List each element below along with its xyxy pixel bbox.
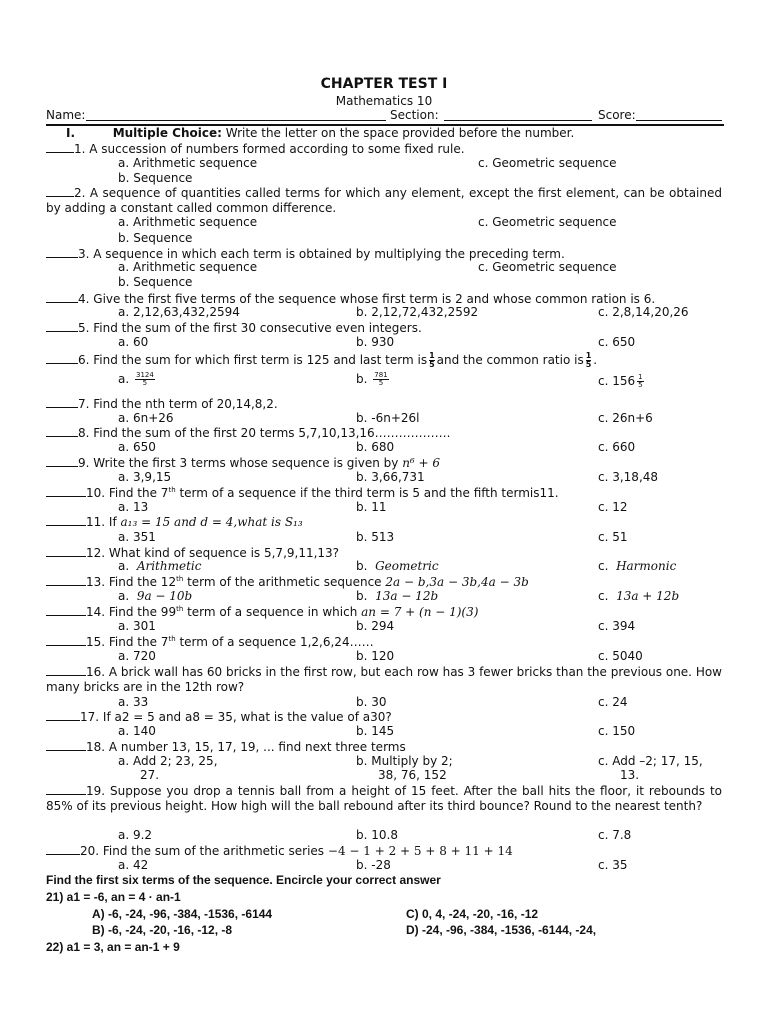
option-text: Arithmetic — [136, 559, 202, 573]
option-c: c. Geometric sequence — [478, 215, 617, 229]
option-label: c. 156 — [598, 374, 636, 388]
question-text: 18. A number 13, 15, 17, 19, ... find next three terms — [86, 740, 406, 754]
question-21: 21) a1 = -6, an = 4 · an-1 — [46, 890, 181, 904]
option-label: b. — [356, 559, 368, 573]
option-b: b. 120 — [356, 649, 395, 663]
question-15 — [46, 634, 374, 649]
answer-blank[interactable] — [46, 485, 86, 497]
superscript: th — [176, 575, 184, 583]
page-subtitle: Mathematics 10 — [335, 94, 433, 108]
option-c: c. 35 — [598, 858, 628, 872]
answer-blank[interactable] — [46, 425, 78, 437]
fraction — [637, 374, 643, 389]
answer-blank[interactable] — [46, 185, 74, 197]
option-label: b. — [356, 372, 368, 386]
question-10 — [46, 485, 559, 500]
superscript: th — [168, 486, 176, 494]
answer-blank[interactable] — [46, 843, 80, 855]
fraction — [373, 372, 388, 387]
option-a: a. 140 — [118, 724, 156, 738]
fraction-numerator: 781 — [374, 371, 388, 379]
option-a: a. 6n+26 — [118, 411, 174, 425]
option-text: 13a − 12b — [375, 589, 439, 603]
option-c: c. 12 — [598, 500, 628, 514]
fraction-numerator: 3124 — [136, 371, 154, 379]
question-20 — [46, 843, 513, 858]
name-field[interactable] — [86, 108, 386, 121]
superscript: th — [176, 605, 184, 613]
question-text: 9. Write the first 3 terms whose sequence is given by — [78, 456, 399, 470]
answer-blank[interactable] — [46, 604, 86, 616]
instructions-number: I. — [66, 126, 76, 140]
math-expression: n⁶ + 6 — [402, 456, 441, 470]
option-c: c. 3,18,48 — [598, 470, 659, 484]
option-a: a. 301 — [118, 619, 156, 633]
part2-heading: Find the first six terms of the sequence. Encircle your correct answer — [46, 873, 441, 887]
math-expression: −4 − 1 + 2 + 5 + 8 + 11 + 14 — [327, 844, 513, 858]
question-text: 15. Find the 7 — [86, 635, 169, 649]
option-a: a. 60 — [118, 335, 149, 349]
option-a-cont: 27. — [140, 768, 160, 782]
option-b: b. 680 — [356, 440, 395, 454]
option-c: c. Add –2; 17, 15, — [598, 754, 703, 768]
question-text: 14. Find the 99 — [86, 605, 177, 619]
section-label: Section: — [390, 108, 439, 122]
option-a: a. 3,9,15 — [118, 470, 172, 484]
option-b: b. 294 — [356, 619, 395, 633]
option-a: a. 720 — [118, 649, 156, 663]
answer-blank[interactable] — [46, 514, 86, 526]
answer-blank[interactable] — [46, 783, 86, 795]
question-5 — [46, 320, 422, 335]
option-c — [598, 374, 646, 389]
fraction-numerator: 1 — [638, 373, 643, 381]
question-4 — [46, 291, 655, 306]
option-a — [118, 559, 201, 573]
question-text: 2. A sequence of quantities called terms for which any element, except the first element, can be obtained by adding a constant called common difference. — [46, 186, 722, 215]
option-c: c. 24 — [598, 695, 628, 709]
option-c — [598, 589, 679, 603]
fraction — [429, 352, 435, 369]
option-c: c. 150 — [598, 724, 636, 738]
question-7 — [46, 396, 278, 411]
answer-blank[interactable] — [46, 352, 78, 364]
question-22: 22) a1 = 3, an = an-1 + 9 — [46, 940, 180, 954]
question-text: term of the arithmetic sequence — [183, 575, 382, 589]
question-text: term of a sequence in which — [183, 605, 358, 619]
question-text: 20. Find the sum of the arithmetic series — [80, 844, 325, 858]
math-expression: a₁₃ = 15 and d = 4,what is S₁₃ — [120, 515, 303, 529]
option-a: a. 2,12,63,432,2594 — [118, 305, 240, 319]
answer-blank[interactable] — [46, 664, 86, 676]
question-text: 10. Find the 7 — [86, 486, 169, 500]
option-c: c. 660 — [598, 440, 636, 454]
option-c: c. 7.8 — [598, 828, 632, 842]
option-label: c. — [598, 559, 609, 573]
question-text: 11. If — [86, 515, 117, 529]
score-field[interactable] — [636, 108, 722, 121]
section-field[interactable] — [444, 108, 592, 121]
fraction-denominator: 5 — [429, 360, 435, 369]
option-b: b. -28 — [356, 858, 391, 872]
question-2 — [46, 185, 722, 216]
option-text: 9a − 10b — [136, 589, 193, 603]
instructions-heading: Multiple Choice: — [112, 126, 222, 140]
fraction-denominator: 5 — [142, 379, 148, 387]
fraction-denominator: 5 — [378, 379, 384, 387]
fraction — [586, 352, 592, 369]
answer-blank[interactable] — [46, 141, 74, 153]
math-expression: 2a − b,3a − 3b,4a − 3b — [385, 575, 529, 589]
answer-blank[interactable] — [46, 739, 86, 751]
option-a — [118, 372, 157, 387]
q21-option-b: B) -6, -24, -20, -16, -12, -8 — [92, 923, 233, 937]
option-b: b. 11 — [356, 500, 387, 514]
answer-blank[interactable] — [46, 396, 78, 408]
question-text: term of a sequence 1,2,6,24…… — [175, 635, 374, 649]
answer-blank[interactable] — [46, 320, 78, 332]
option-c — [598, 559, 676, 573]
option-a: a. 33 — [118, 695, 149, 709]
question-text: 19. Suppose you drop a tennis ball from a height of 15 feet. After the ball hits the floor, it rebounds to 85% of its previous height. How high will the ball rebound after its third bounce? Round to the nearest tenth? — [46, 784, 722, 813]
option-b: b. 2,12,72,432,2592 — [356, 305, 479, 319]
question-11 — [46, 514, 303, 529]
option-a: a. 42 — [118, 858, 149, 872]
question-text: 12. What kind of sequence is 5,7,9,11,13? — [86, 546, 340, 560]
option-a — [118, 589, 192, 603]
question-3 — [46, 246, 565, 261]
option-c-cont: 13. — [620, 768, 640, 782]
option-a: a. 650 — [118, 440, 156, 454]
option-a: a. 351 — [118, 530, 156, 544]
fraction — [135, 372, 155, 387]
question-text: 3. A sequence in which each term is obtained by multiplying the preceding term. — [78, 247, 565, 261]
question-text: 4. Give the first five terms of the sequence whose first term is 2 and whose common ration is 6. — [78, 292, 656, 306]
option-label: a. — [118, 372, 130, 386]
question-19 — [46, 783, 722, 814]
option-c: c. 394 — [598, 619, 636, 633]
math-expression: an = 7 + (n − 1)(3) — [361, 605, 479, 619]
option-label: c. — [598, 589, 609, 603]
option-c: c. Geometric sequence — [478, 156, 617, 170]
option-b — [356, 559, 439, 573]
question-17 — [46, 709, 392, 724]
answer-blank[interactable] — [46, 545, 86, 557]
option-label: a. — [118, 559, 130, 573]
option-a: a. 13 — [118, 500, 149, 514]
option-c: c. 26n+6 — [598, 411, 653, 425]
question-text: and the common ratio is — [436, 353, 584, 367]
question-text: 13. Find the 12 — [86, 575, 177, 589]
option-c: c. 51 — [598, 530, 628, 544]
option-b — [356, 589, 438, 603]
option-b: b. 930 — [356, 335, 395, 349]
q21-option-a: A) -6, -24, -96, -384, -1536, -6144 — [92, 907, 273, 921]
question-text: 5. Find the sum of the first 30 consecutive even integers. — [78, 321, 422, 335]
option-b-cont: 38, 76, 152 — [378, 768, 447, 782]
q21-option-d: D) -24, -96, -384, -1536, -6144, -24, — [406, 923, 597, 937]
fraction-numerator: 1 — [585, 351, 592, 360]
option-c: c. 650 — [598, 335, 636, 349]
answer-blank[interactable] — [46, 246, 78, 258]
page-title: CHAPTER TEST I — [320, 76, 448, 92]
question-13 — [46, 574, 529, 589]
option-b: b. 10.8 — [356, 828, 398, 842]
question-text: 17. If a2 = 5 and a8 = 35, what is the value of a30? — [80, 710, 392, 724]
option-label: b. — [356, 589, 368, 603]
question-9 — [46, 455, 440, 470]
score-label: Score: — [598, 108, 636, 122]
student-info-line — [46, 108, 724, 124]
option-label: a. — [118, 589, 130, 603]
fraction-denominator: 5 — [638, 381, 643, 389]
option-a: a. Add 2; 23, 25, — [118, 754, 218, 768]
question-1 — [46, 141, 465, 156]
option-text: 13a + 12b — [616, 589, 680, 603]
option-c: c. 5040 — [598, 649, 643, 663]
option-b: b. 145 — [356, 724, 395, 738]
option-text: Harmonic — [616, 559, 677, 573]
option-b: b. 3,66,731 — [356, 470, 425, 484]
question-text: 1. A succession of numbers formed according to some fixed rule. — [74, 142, 465, 156]
option-c: c. 2,8,14,20,26 — [598, 305, 689, 319]
superscript: th — [168, 635, 176, 643]
name-label: Name: — [46, 108, 86, 122]
question-text: 7. Find the nth term of 20,14,8,2. — [78, 397, 278, 411]
option-b: b. Multiply by 2; — [356, 754, 453, 768]
option-b: b. -6n+26l — [356, 411, 420, 425]
instructions — [66, 126, 574, 140]
question-text: 6. Find the sum for which first term is 125 and last term is — [78, 353, 428, 367]
instructions-text: Write the letter on the space provided before the number. — [225, 126, 575, 140]
answer-blank[interactable] — [46, 709, 80, 721]
option-b: b. 30 — [356, 695, 387, 709]
option-a: a. Arithmetic sequence — [118, 156, 258, 170]
answer-blank[interactable] — [46, 574, 86, 586]
question-12 — [46, 545, 339, 560]
q21-option-c: C) 0, 4, -24, -20, -16, -12 — [406, 907, 539, 921]
option-c: c. Geometric sequence — [478, 260, 617, 274]
question-14 — [46, 604, 478, 619]
option-a: a. 9.2 — [118, 828, 153, 842]
question-6: 6. Find the sum for which first term is 125 and last term is $\frac{1}{5}$ and the common ratio is $\frac{1}{5}$ . — [46, 352, 597, 369]
option-a: a. Arithmetic sequence — [118, 260, 258, 274]
question-text: 16. A brick wall has 60 bricks in the first row, but each row has 3 fewer bricks than the previous one. How many bricks are in the 12th row? — [46, 665, 722, 694]
question-18 — [46, 739, 406, 754]
answer-blank[interactable] — [46, 455, 78, 467]
question-text: 8. Find the sum of the first 20 terms 5,7,10,13,16………………. — [78, 426, 451, 440]
option-b: b. Sequence — [118, 171, 193, 185]
question-16 — [46, 664, 722, 695]
option-b: b. Sequence — [118, 275, 193, 289]
option-b — [356, 372, 391, 387]
option-b: b. 513 — [356, 530, 395, 544]
question-text: term of a sequence if the third term is 5 and the fifth termis11. — [175, 486, 559, 500]
option-text: Geometric — [375, 559, 439, 573]
question-8 — [46, 425, 451, 440]
answer-blank[interactable] — [46, 291, 78, 303]
option-a: a. Arithmetic sequence — [118, 215, 258, 229]
answer-blank[interactable] — [46, 634, 86, 646]
option-b: b. Sequence — [118, 231, 193, 245]
fraction-denominator: 5 — [585, 360, 592, 369]
fraction-numerator: 1 — [429, 351, 435, 360]
